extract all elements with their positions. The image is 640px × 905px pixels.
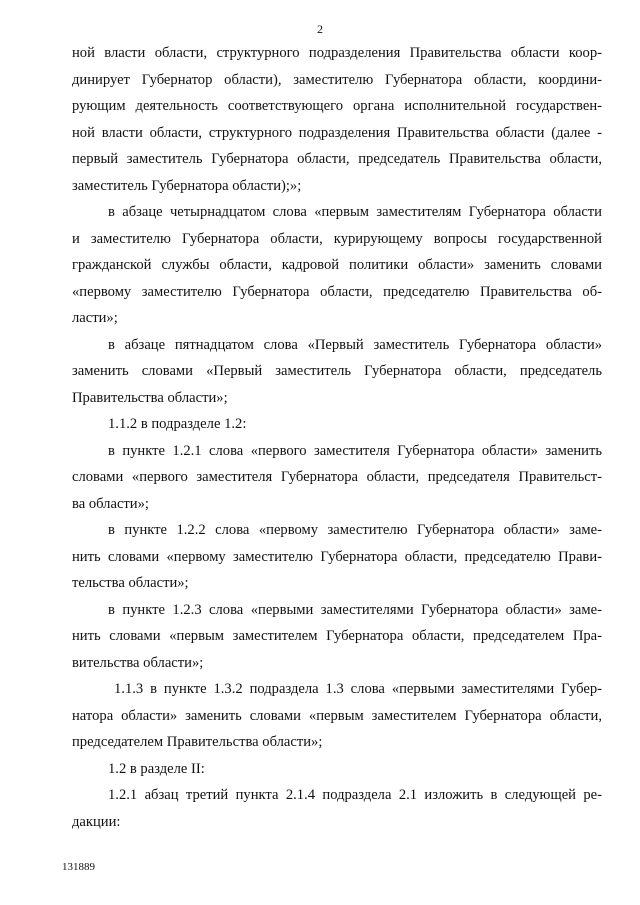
text-line: 1.1.2 в подразделе 1.2: xyxy=(108,416,247,432)
text-line: дакции: xyxy=(72,813,121,830)
text-line: натора области» заменить словами «первым заместителем Губернатора области, xyxy=(72,707,602,724)
text-line: ласти»; xyxy=(72,310,118,326)
text-line: ной власти области, структурного подразделения Правительства области (далее - xyxy=(72,124,602,141)
text-line: динирует Губернатор области), заместителю Губернатора области, координи- xyxy=(72,71,602,88)
text-line: тельства области»; xyxy=(72,575,189,591)
paragraph xyxy=(72,411,602,438)
paragraph xyxy=(72,199,602,332)
text-line: вительства области»; xyxy=(72,654,204,671)
paragraph xyxy=(72,517,602,597)
document-code: 131889 xyxy=(62,861,95,873)
text-line: 1.1.3 в пункте 1.3.2 подраздела 1.3 слова «первыми заместителями Губер- xyxy=(114,681,602,697)
text-line: рующим деятельность соответствующего органа исполнительной государствен- xyxy=(72,98,602,114)
paragraph xyxy=(72,782,602,835)
text-line: в пункте 1.2.2 слова «первому заместителю Губернатора области» заме- xyxy=(108,522,602,538)
text-line: ва области»; xyxy=(72,495,149,512)
text-line: председателем Правительства области»; xyxy=(72,734,323,750)
text-line: Правительства области»; xyxy=(72,389,228,406)
text-line: «первому заместителю Губернатора области, председателю Правительства об- xyxy=(72,283,602,300)
text-line: словами «первого заместителя Губернатора области, председателя Правительст- xyxy=(72,469,602,485)
text-line: 1.2.1 абзац третий пункта 2.1.4 подраздела 2.1 изложить в следующей ре- xyxy=(108,787,602,803)
text-line: нить словами «первому заместителю Губернатора области, председателю Прави- xyxy=(72,548,602,565)
paragraph xyxy=(72,40,602,199)
page-number: 2 xyxy=(317,22,323,36)
paragraph xyxy=(72,332,602,412)
document-body xyxy=(72,40,602,835)
text-line: первый заместитель Губернатора области, председатель Правительства области, xyxy=(72,151,602,167)
paragraph xyxy=(72,676,602,756)
text-line: в пункте 1.2.3 слова «первыми заместителями Губернатора области» заме- xyxy=(108,601,602,618)
text-line: и заместителю Губернатора области, курирующему вопросы государственной xyxy=(72,230,602,247)
text-line: гражданской службы области, кадровой политики области» заменить словами xyxy=(72,257,602,273)
text-line: ной власти области, структурного подразделения Правительства области коор- xyxy=(72,45,602,61)
text-line: в пункте 1.2.1 слова «первого заместителя Губернатора области» заменить xyxy=(108,442,602,459)
text-line: заместитель Губернатора области);»; xyxy=(72,177,302,194)
paragraph xyxy=(72,597,602,677)
text-line: в абзаце четырнадцатом слова «первым заместителям Губернатора области xyxy=(108,204,602,220)
paragraph xyxy=(72,756,602,783)
paragraph xyxy=(72,438,602,518)
text-line: нить словами «первым заместителем Губернатора области, председателем Пра- xyxy=(72,628,602,644)
text-line: в абзаце пятнадцатом слова «Первый заместитель Губернатора области» xyxy=(108,336,602,353)
text-line: заменить словами «Первый заместитель Губернатора области, председатель xyxy=(72,363,602,379)
text-line: 1.2 в разделе II: xyxy=(108,760,205,777)
